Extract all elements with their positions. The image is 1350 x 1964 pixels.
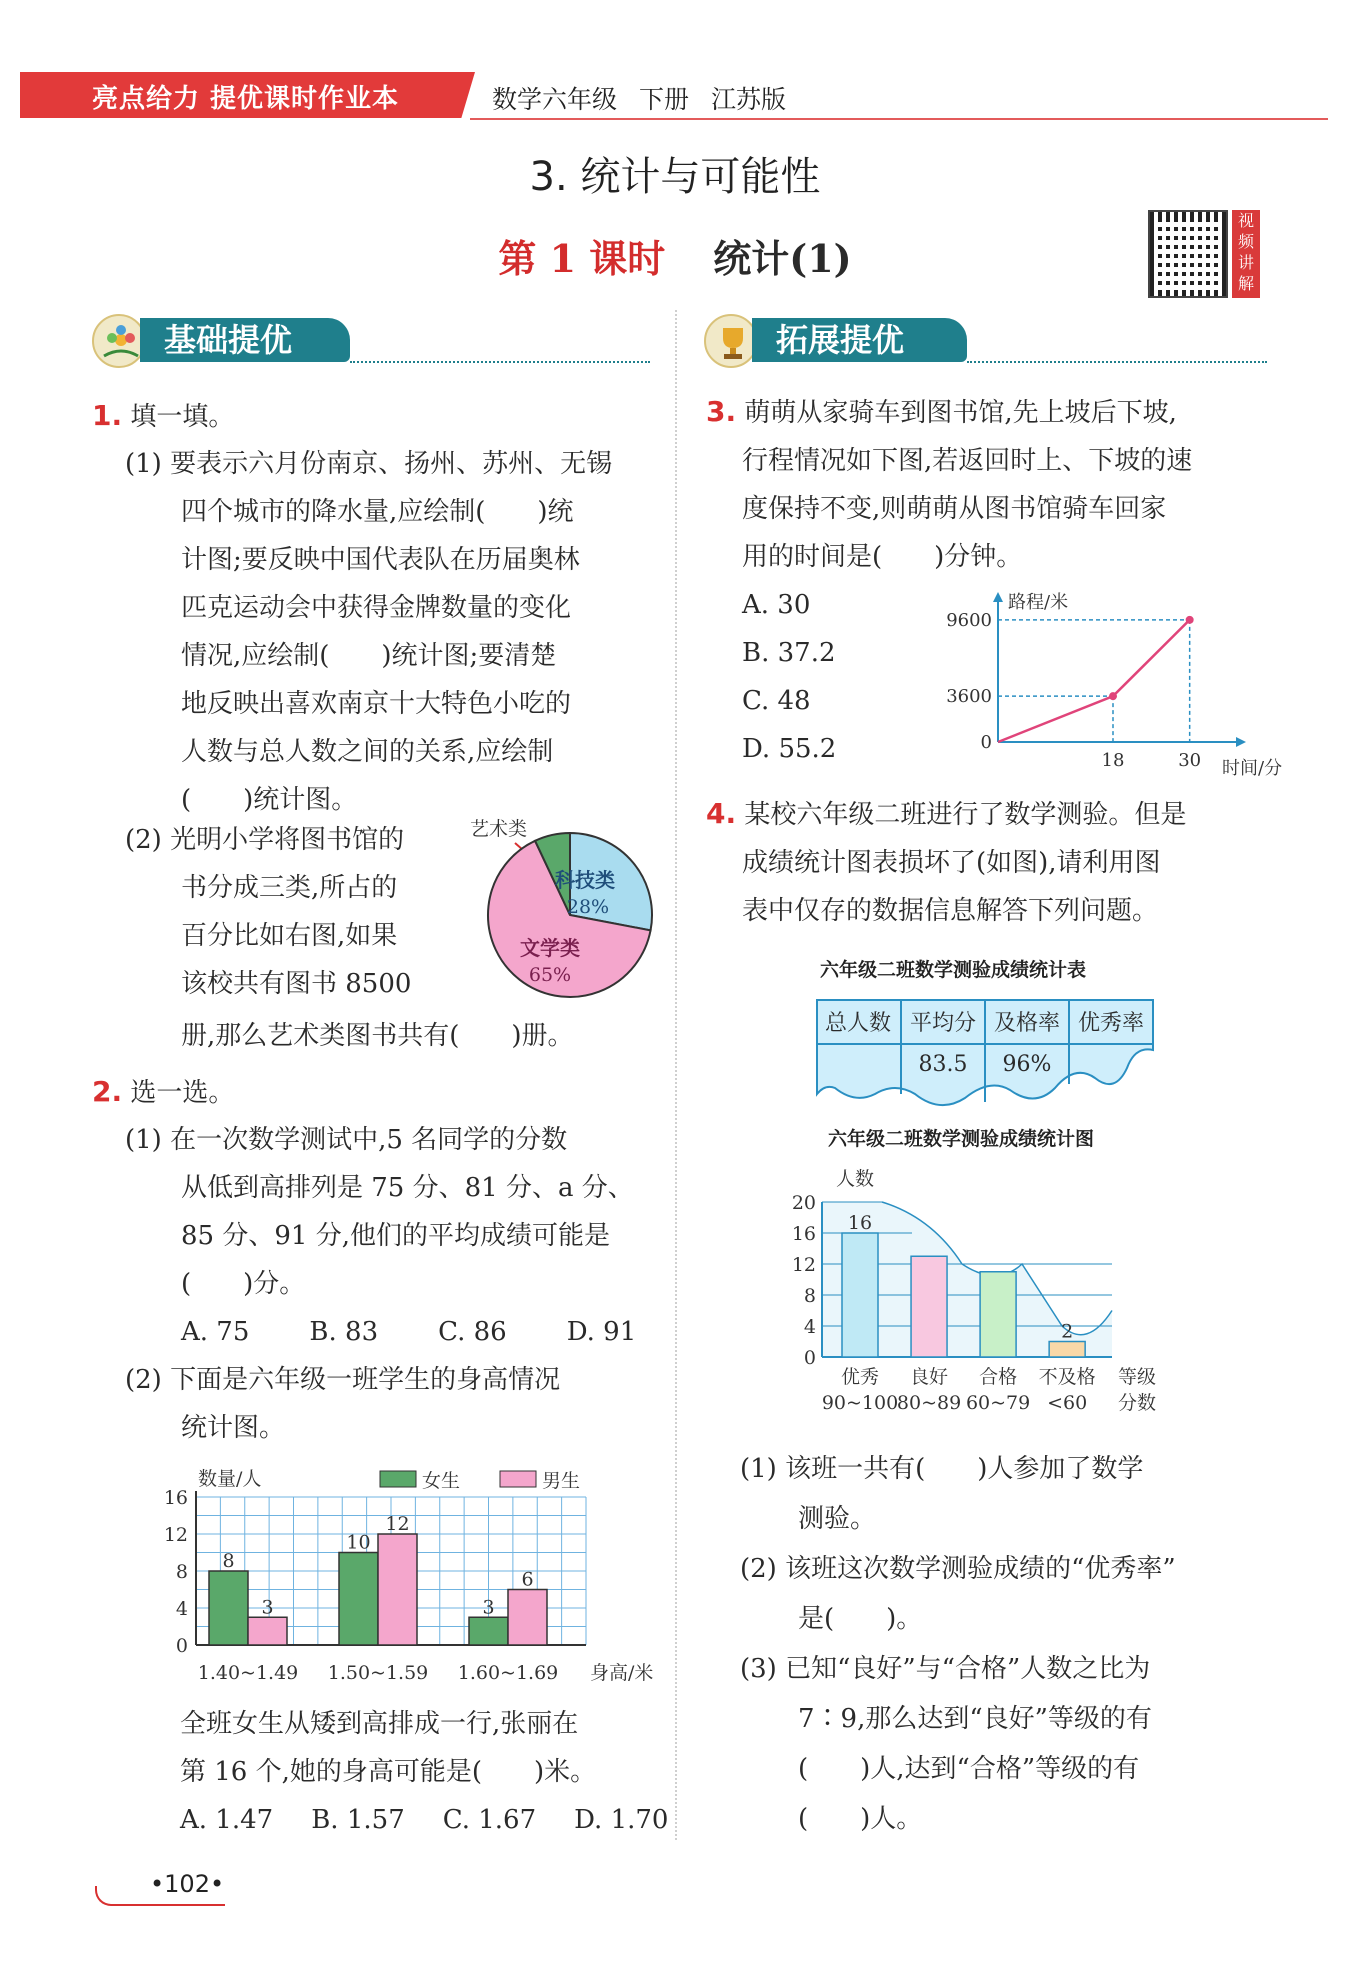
q4-subquestions [740,1444,1176,1844]
y-tick-label: 16 [163,1487,188,1509]
q4-line: 表中仅存的数据信息解答下列问题。 [742,896,1159,926]
bar [248,1617,287,1645]
bar [1049,1342,1085,1358]
bar-value-label: 12 [385,1513,410,1535]
bar [842,1233,878,1357]
q4-sub-line: (3) 已知“良好”与“合格”人数之比为 [740,1654,1151,1684]
header-rule [470,118,1328,120]
x-tick-range: <60 [1047,1392,1088,1414]
section-extend-rule [967,361,1267,363]
series-line [998,620,1190,742]
section-basic-rule [350,361,650,363]
q2-line: 全班女生从矮到高排成一行,张丽在 [180,1709,579,1739]
lesson-number: 第 1 课时 [498,236,666,281]
q4-score-table [815,998,1155,1118]
table-cell: 96% [1002,1052,1052,1077]
q2-option-b[interactable]: B. 1.57 [311,1805,405,1835]
q2-options [125,1308,636,1356]
q2-number: 2. [92,1075,123,1108]
q2-options [180,1796,668,1844]
q2-option-a[interactable]: A. 75 [181,1317,250,1347]
q2-option-c[interactable]: C. 86 [438,1317,507,1347]
q4-sub-line: 7∶9,那么达到“良好”等级的有 [798,1704,1152,1734]
q3-option-d[interactable]: D. 55.2 [742,734,837,764]
q4-bar-chart [780,1165,1200,1435]
q4-table-row [815,1052,1155,1077]
x-tick-label: 不及格 [1038,1366,1096,1388]
q4-table-title: 六年级二班数学测验成绩统计表 [820,959,1087,981]
table-cell [1069,1052,1153,1077]
header-subject: 数学六年级 [492,85,618,114]
q3-option-c[interactable]: C. 48 [742,686,811,716]
q2-option-c[interactable]: C. 1.67 [442,1805,537,1835]
y-axis-label: 人数 [836,1168,875,1190]
bar [378,1534,417,1645]
q1-line: (1) 要表示六月份南京、扬州、苏州、无锡 [125,449,613,479]
bar-value-label: 3 [482,1596,495,1619]
table-cell [815,1052,901,1077]
data-point [1109,692,1117,700]
x-tick-label: 优秀 [840,1366,880,1388]
y-tick-label: 12 [791,1254,816,1276]
y-tick-label: 8 [175,1561,188,1583]
x-tick-label: 1.60~1.69 [457,1662,559,1684]
q4-sub-line: (2) 该班这次数学测验成绩的“优秀率” [740,1554,1176,1584]
q4-sub-line: 测验。 [798,1504,877,1534]
legend-label: 男生 [542,1470,581,1492]
header-volume: 下册 [638,85,689,114]
bar-value-label: 2 [1061,1320,1074,1343]
q1-line: 四个城市的降水量,应绘制( )统 [181,497,574,527]
x-axis-label: 分数 [1118,1392,1157,1414]
q4-sub-line: ( )人,达到“合格”等级的有 [798,1754,1140,1784]
bar [508,1590,547,1646]
table-cell: 83.5 [918,1052,968,1077]
q1-line: 人数与总人数之间的关系,应绘制 [181,737,554,767]
q3-line: 行程情况如下图,若返回时上、下坡的速 [742,446,1193,476]
q1-title: 填一填。 [130,402,235,432]
legend-label: 女生 [422,1470,461,1492]
bar [469,1617,508,1645]
q1-line: 册,那么艺术类图书共有( )册。 [181,1021,574,1051]
bar [339,1553,378,1646]
x-axis-label: 身高/米 [590,1662,654,1684]
q2-title: 选一选。 [130,1078,235,1108]
bar-value-label: 8 [222,1550,235,1572]
q1-line: 情况,应绘制( )统计图;要清楚 [181,641,557,671]
y-tick-label: 9600 [946,609,992,631]
q2-part2-after [180,1700,668,1844]
q2-bar-chart [160,1465,670,1690]
q2-option-a[interactable]: A. 1.47 [180,1805,274,1835]
header-info [492,80,786,116]
x-tick-label: 合格 [979,1366,1018,1388]
q4 [706,790,1186,935]
q1-line: 该校共有图书 8500 [181,969,412,999]
trophy-icon [704,314,758,368]
q4-chart-title: 六年级二班数学测验成绩统计图 [828,1128,1095,1150]
bar [209,1571,248,1645]
flower-icon [92,314,146,368]
bar-value-label: 3 [261,1596,274,1619]
table-header-cell: 平均分 [909,1011,976,1036]
q3-line-chart [920,590,1283,780]
bar [980,1272,1016,1357]
bar [911,1256,947,1357]
y-tick-label: 3600 [946,686,992,708]
header-edition: 江苏版 [710,85,786,114]
bar-value-label: 16 [847,1212,873,1234]
q3-option-a[interactable]: A. 30 [742,590,811,620]
pie-label: 艺术类 [470,818,528,840]
q4-sub-line: (1) 该班一共有( )人参加了数学 [740,1454,1144,1484]
page-number: •102• [150,1870,225,1898]
q1-line: ( )统计图。 [181,785,358,815]
q1-line: 计图;要反映中国代表队在历届奥林 [181,545,580,575]
table-header-cell: 优秀率 [1077,1011,1144,1036]
legend-swatch [500,1471,536,1487]
q2-heading [92,1068,234,1117]
y-tick-label: 4 [803,1316,816,1338]
q4-line: 某校六年级二班进行了数学测验。但是 [744,800,1187,830]
q3-line: 度保持不变,则萌萌从图书馆骑车回家 [742,494,1167,524]
x-tick-range: 60~79 [965,1392,1031,1414]
y-tick-label: 8 [803,1285,816,1307]
q1-line: (2) 光明小学将图书馆的 [125,825,405,855]
q2-line: (1) 在一次数学测试中,5 名同学的分数 [125,1125,568,1155]
qr-code-icon[interactable] [1148,210,1228,298]
q1-line: 百分比如右图,如果 [181,921,398,951]
unit-title: 3. 统计与可能性 [529,154,821,200]
q2-line: ( )分。 [181,1269,306,1299]
q3-number: 3. [706,395,737,428]
y-tick-label: 0 [980,732,992,753]
bar-value-label: 6 [521,1568,534,1591]
q2-line: 第 16 个,她的身高可能是( )米。 [180,1757,597,1787]
q3-option-b[interactable]: B. 37.2 [742,638,836,668]
q4-line: 成绩统计图表损坏了(如图),请利用图 [742,848,1161,878]
video-label[interactable]: 视 频 讲 解 [1232,210,1260,298]
column-divider [675,310,677,1840]
table-header-cell: 总人数 [824,1011,891,1036]
series-title: 亮点给力 提优课时作业本 [92,84,400,114]
lesson-name: 统计(1) [713,236,852,281]
pie-label: 文学类 [520,936,580,960]
q4-table-header [815,1006,1155,1037]
q2-line: (2) 下面是六年级一班学生的身高情况 [125,1365,561,1395]
q1-line: 匹克运动会中获得金牌数量的变化 [181,593,572,623]
y-axis-label: 数量/人 [198,1468,262,1490]
data-point [1186,616,1194,624]
q4-sub-line: 是( )。 [798,1604,923,1634]
q1-heading [92,392,234,441]
q2-option-d[interactable]: D. 1.70 [574,1805,669,1835]
q1-number: 1. [92,399,123,432]
q1-pie-chart [460,815,660,1015]
y-tick-label: 4 [175,1598,188,1620]
pie-value: 65% [528,964,572,986]
q2-option-b[interactable]: B. 83 [309,1317,379,1347]
x-tick-label: 30 [1178,750,1202,771]
x-tick-range: 90~100 [821,1392,899,1414]
y-axis-label: 路程/米 [1008,592,1069,613]
pie-value: 28% [566,896,610,918]
table-header-cell: 及格率 [993,1011,1060,1036]
q2-part1 [125,1116,636,1452]
x-axis-label: 等级 [1118,1366,1157,1388]
q2-line: 统计图。 [181,1413,286,1443]
legend-swatch [380,1471,416,1487]
x-tick-label: 18 [1101,750,1125,771]
y-tick-label: 20 [791,1192,816,1214]
pie-label: 科技类 [555,868,615,892]
section-basic: 基础提优 [140,318,350,362]
y-tick-label: 16 [791,1223,816,1245]
q3-line: 用的时间是( )分钟。 [742,542,1023,572]
q1-line: 地反映出喜欢南京十大特色小吃的 [181,689,572,719]
x-tick-label: 1.40~1.49 [197,1662,299,1684]
q1-line: 书分成三类,所占的 [181,873,398,903]
x-tick-label: 1.50~1.59 [327,1662,429,1684]
section-extend: 拓展提优 [752,318,967,362]
q4-sub-line: ( )人。 [798,1804,923,1834]
q2-option-d[interactable]: D. 91 [566,1317,637,1347]
q4-number: 4. [706,797,737,830]
y-tick-label: 0 [175,1635,188,1657]
y-tick-label: 12 [163,1524,188,1546]
bar-value-label: 10 [346,1531,371,1554]
q3-line: 萌萌从家骑车到图书馆,先上坡后下坡, [744,398,1177,428]
x-tick-label: 良好 [910,1366,949,1388]
x-tick-range: 80~89 [896,1392,962,1414]
y-tick-label: 0 [803,1347,816,1369]
x-axis-label: 时间/分 [1222,758,1283,779]
q2-line: 85 分、91 分,他们的平均成绩可能是 [181,1221,610,1251]
q2-line: 从低到高排列是 75 分、81 分、a 分、 [181,1173,634,1203]
q1-part1 [125,440,612,824]
